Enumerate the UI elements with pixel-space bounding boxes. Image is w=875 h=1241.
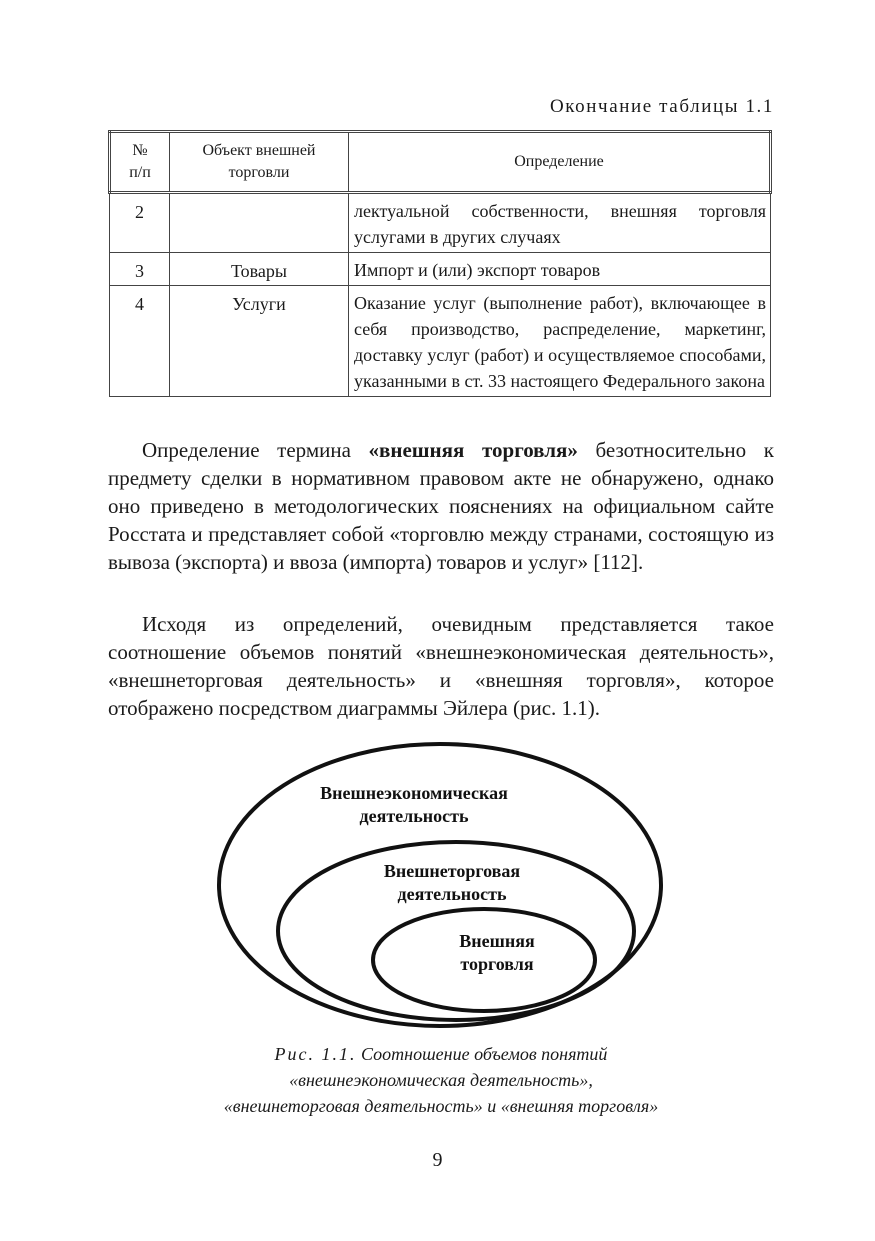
term-foreign-trade: «внешняя торговля» bbox=[368, 438, 578, 462]
figure-label: Рис. 1.1. bbox=[274, 1044, 357, 1064]
table-row bbox=[110, 286, 771, 397]
euler-diagram bbox=[215, 738, 665, 1033]
figure-caption-line2: «внешнеэкономическая деятельность», bbox=[289, 1070, 593, 1090]
figure-caption-line1: Соотношение объемов понятий bbox=[361, 1044, 608, 1064]
inner-label-line1: Внешняя bbox=[459, 931, 535, 951]
table-caption: Окончание таблицы 1.1 bbox=[549, 96, 774, 117]
table-row bbox=[110, 193, 771, 253]
header-number-line1: № bbox=[132, 142, 148, 159]
header-definition: Определение bbox=[349, 132, 771, 193]
row-object: Услуги bbox=[170, 286, 349, 397]
figure-caption-line3: «внешнеторговая деятельность» и «внешняя торговля» bbox=[223, 1096, 659, 1116]
middle-label-line2: деятельность bbox=[397, 884, 507, 904]
table-header-row bbox=[110, 132, 771, 193]
outer-label-line1: Внешнеэкономическая bbox=[320, 783, 508, 803]
header-number bbox=[110, 132, 170, 193]
header-number-line2: п/п bbox=[129, 164, 151, 181]
header-object: Объект внешней торговли bbox=[170, 132, 349, 193]
paragraph-relation: Исходя из определений, очевидным представляется такое соотношение объемов понятий «внешнеэкономическая деятельность», «внешнеторговая деятельность» и «внешняя торговля», которое отображено посредством диаграммы Эйлера (рис. 1.1). bbox=[108, 612, 774, 720]
outer-label-line2: деятельность bbox=[359, 806, 469, 826]
figure-caption bbox=[108, 1041, 774, 1119]
row-definition: Оказание услуг (выполнение работ), включающее в себя производство, распределение, маркетинг, доставку услуг (работ) и осуществляемое способами, указанными в ст. 33 настоящего Федерального закона bbox=[349, 286, 771, 397]
paragraph-definition: Определение термина «внешняя торговля» безотносительно к предмету сделки в нормативном правовом акте не обнаружено, однако оно приведено в методологических пояснениях на официальном сайте Росстата и представляет собой «торговлю между странами, состоящую из вывоза (экспорта) и ввоза (импорта) товаров и услуг» [112]. bbox=[108, 438, 774, 574]
middle-label-line1: Внешнеторговая bbox=[383, 861, 521, 881]
table-row bbox=[110, 253, 771, 286]
row-object: Товары bbox=[170, 253, 349, 286]
row-number: 4 bbox=[110, 286, 170, 397]
row-object bbox=[170, 193, 349, 253]
definitions-table bbox=[108, 130, 772, 397]
page-number: 9 bbox=[432, 1149, 443, 1171]
row-definition: Импорт и (или) экспорт товаров bbox=[349, 253, 771, 286]
inner-label-line2: торговля bbox=[460, 954, 534, 974]
row-definition: лектуальной собственности, внешняя торговля услугами в других случаях bbox=[349, 193, 771, 253]
row-number: 3 bbox=[110, 253, 170, 286]
row-number: 2 bbox=[110, 193, 170, 253]
